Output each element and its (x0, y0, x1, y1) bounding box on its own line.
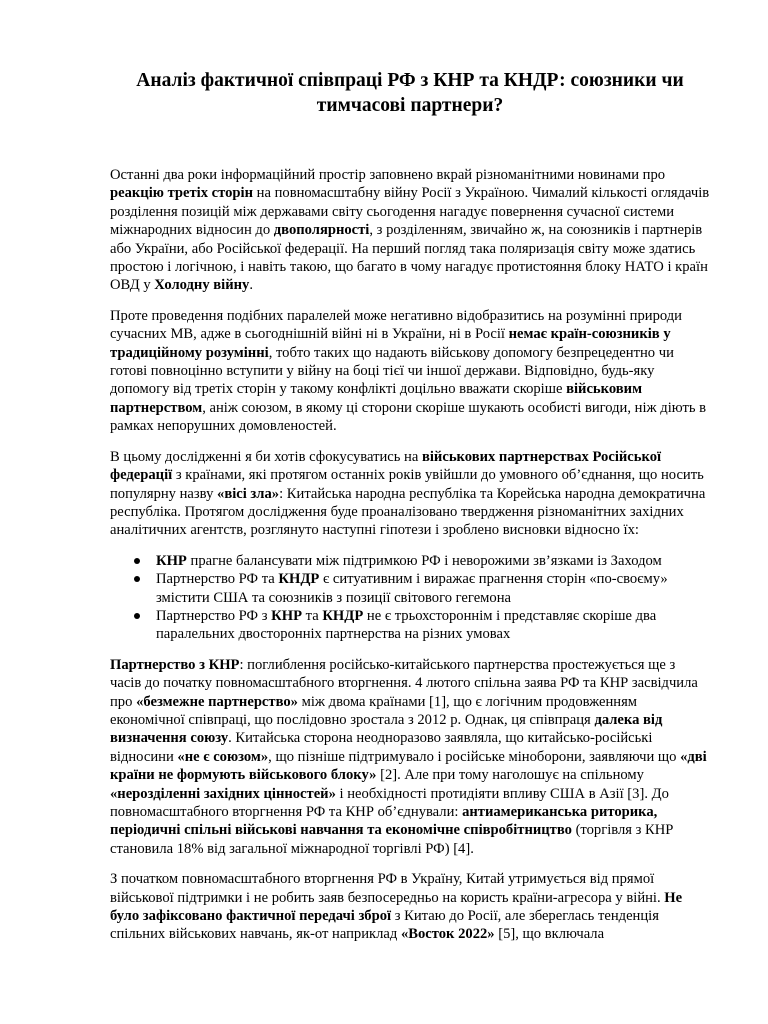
text-run: Партнерство РФ та (156, 571, 279, 588)
bold-run: немає країн-союзників у традиційному розумінні (110, 326, 671, 361)
text-run: (торгівля з КНР становила 18% від загальної міжнародної торгівлі РФ) [4]. (110, 822, 674, 857)
bold-run: КНР (271, 607, 302, 624)
bold-run: КНДР (278, 571, 320, 588)
text-run: прагне балансувати між підтримкою РФ і неворожими зв’язками із Заходом (186, 552, 662, 569)
text-run: з Китаю до Росії, але збереглась тенденція спільних військових навчань, як-от наприклад (110, 908, 659, 943)
bold-run: «нерозділенні західних цінностей» (110, 785, 336, 802)
bold-run: Не було зафіксовано фактичної передачі зброї (110, 889, 683, 925)
bold-run: «не є союзом» (177, 748, 269, 765)
text-run: : Китайська народна республіка та Корейська народна демократична республіка. Протягом дослідження буде проаналізовано твердження різноманітних західних аналітичних агентств, розглянуто наступні гіпотези і зроблено висновки відносно їх: (110, 485, 706, 539)
text-run: є ситуативним і виражає прагнення сторін «по-своєму» змістити США та союзників з позиції світового гегемона (156, 571, 668, 606)
text-run: Останні два роки інформаційний простір заповнено вкрай різноманітними новинами про (110, 167, 666, 183)
text-run: , з розділенням, звичайно ж, на союзників і партнерів або України, або Російської федерації. На перший погляд така поляризація світу може здатись простою і логічною, і навіть такою, що багато в чому нагадує протистояння блоку НАТО і країн ОВД у (110, 222, 708, 294)
bold-run: антиамериканська риторика, періодичні спільні військові навчання та економічне співробітництво (110, 804, 658, 839)
bold-run: далека від визначення союзу (110, 711, 663, 747)
text-run: Партнерство РФ з (156, 607, 272, 624)
text-run: , аніж союзом, в якому ці сторони скоріше шукають особисті вигоди, ніж діють в рамках непорушних домовленостей. (110, 399, 707, 435)
paragraph-context (110, 307, 710, 436)
text-run: не є трьохстороннім і представляє скоріше два паралельних двосторонніх партнерства на різних умовах (156, 607, 657, 643)
paragraph-china-partnership (110, 656, 710, 858)
bold-run: «вісі зла» (217, 485, 280, 502)
text-run: Проте проведення подібних паралелей може негативно відобразитись на розумінні природи сучасних МВ, адже в сьогоднішній війні ні в України, ні в Росії (110, 307, 682, 343)
text-run: на повномасштабну війну Росії з Україною. Чималий кількості оглядачів розділення позицій між державами світу сьогодення нагадує повернення сучасної системи міжнародних відносин до (110, 185, 710, 239)
text-run: . Китайська сторона неодноразово заявляла, що китайсько-російські відносини (110, 730, 653, 765)
text-run: : поглиблення російсько-китайського партнерства простежується ще з часів до початку повномасштабного вторгнення. 4 лютого спільна заява РФ та КНР засвідчила про (110, 656, 698, 710)
text-run: , що пізніше підтримувало і російське міноборони, заявляючи що (268, 748, 681, 765)
bold-run: «безмежне партнерство» (136, 693, 298, 710)
text-run: [2]. Але при тому наголошує на спільному (376, 767, 644, 784)
list-item (156, 607, 710, 644)
text-run: з країнами, які протягом останніх років увійшли до умовного об’єднання, що носить популярну назву (110, 467, 704, 502)
text-run: та (302, 607, 323, 624)
document-title: Аналіз фактичної співпраці РФ з КНР та КНДР: союзники чи тимчасові партнери? (136, 70, 684, 116)
bold-run: «дві країни не формують військового блоку» (110, 748, 707, 784)
text-run: і необхідності протидіяти впливу США в Азії [3]. До повномасштабного вторгнення РФ та КНР об’єднували: (110, 785, 669, 820)
hypotheses-list (110, 552, 710, 644)
text-run: між двома країнами [1], що є логічним продовженням економічної співпраці, що послідовно зростала з 2012 р. Однак, ця співпраця (110, 693, 638, 728)
bold-run: Холодну війну (154, 277, 250, 294)
bold-run: «Восток 2022» (400, 926, 495, 943)
text-run: В цьому дослідженні я би хотів сфокусуватись на (110, 448, 422, 465)
text-run: З початком повномасштабного вторгнення РФ в Україну, Китай утримується від прямої військової підтримки і не робить заяв безпосередньо на користь країни-агресора у війні. (110, 871, 665, 906)
bold-run: військовим партнерством (110, 381, 643, 416)
bold-run: Партнерство з КНР (110, 656, 240, 673)
list-item (156, 552, 710, 570)
list-item (156, 570, 710, 607)
bold-run: військових партнерствах Російської федерації (110, 448, 662, 484)
bold-run: реакцію третіх сторін (110, 185, 254, 202)
document-body (110, 166, 710, 944)
bold-run: двополярності (273, 222, 370, 239)
text-run: [5], що включала (494, 926, 605, 943)
paragraph-intro (110, 166, 710, 295)
paragraph-focus (110, 448, 710, 540)
paragraph-invasion (110, 870, 710, 944)
text-run: , тобто таких що надають військову допомогу безпрецедентно чи готові повноцінно вступити у війну на боці тієї чи іншої держави. Відповідно, будь-яку допомогу від третіх сторін у такому конфлікті доцільно вважати скоріше (110, 344, 674, 398)
bold-run: КНДР (322, 607, 364, 624)
text-run: . (249, 277, 253, 294)
bold-run: КНР (156, 552, 187, 569)
